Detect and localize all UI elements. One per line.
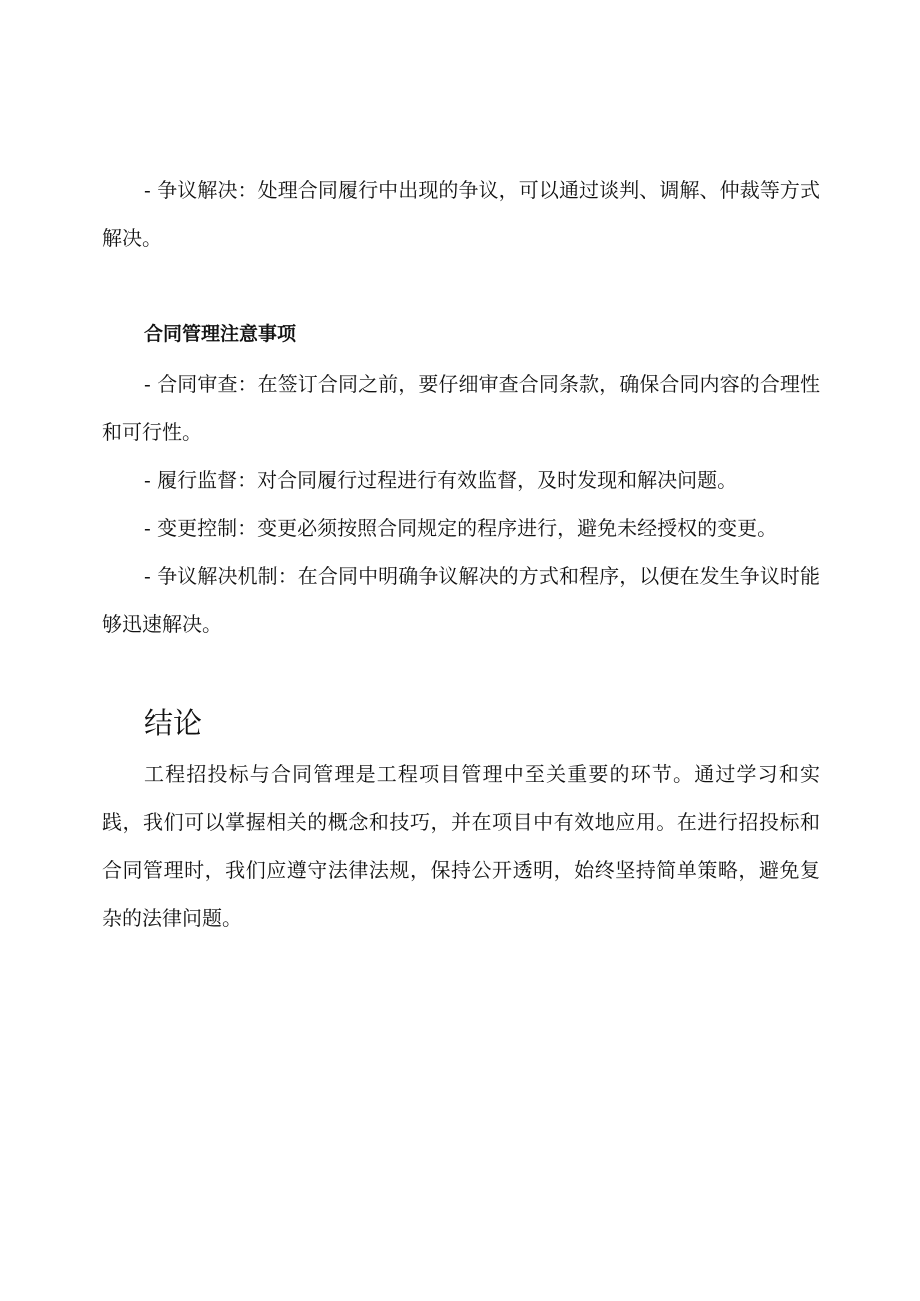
- precaution-item-dispute-mechanism: - 争议解决机制：在合同中明确争议解决的方式和程序，以便在发生争议时能够迅速解决。: [102, 564, 820, 636]
- precaution-item-contract-review: - 合同审查：在签订合同之前，要仔细审查合同条款，确保合同内容的合理性和可行性。: [102, 372, 820, 444]
- conclusion-paragraph: 工程招投标与合同管理是工程项目管理中至关重要的环节。通过学习和实践，我们可以掌握相关的概念和技巧，并在项目中有效地应用。在进行招投标和合同管理时，我们应遵守法律法规，保持公开透明，始终坚持简单策略，避免复杂的法律问题。: [102, 762, 820, 930]
- precautions-heading: 合同管理注意事项: [144, 323, 297, 345]
- precaution-item-performance-supervision: - 履行监督：对合同履行过程进行有效监督，及时发现和解决问题。: [144, 468, 738, 492]
- conclusion-heading: 结论: [144, 706, 203, 740]
- precaution-item-change-control: - 变更控制：变更必须按照合同规定的程序进行，避免未经授权的变更。: [144, 516, 778, 540]
- dispute-resolution-paragraph: - 争议解决：处理合同履行中出现的争议，可以通过谈判、调解、仲裁等方式解决。: [102, 178, 820, 250]
